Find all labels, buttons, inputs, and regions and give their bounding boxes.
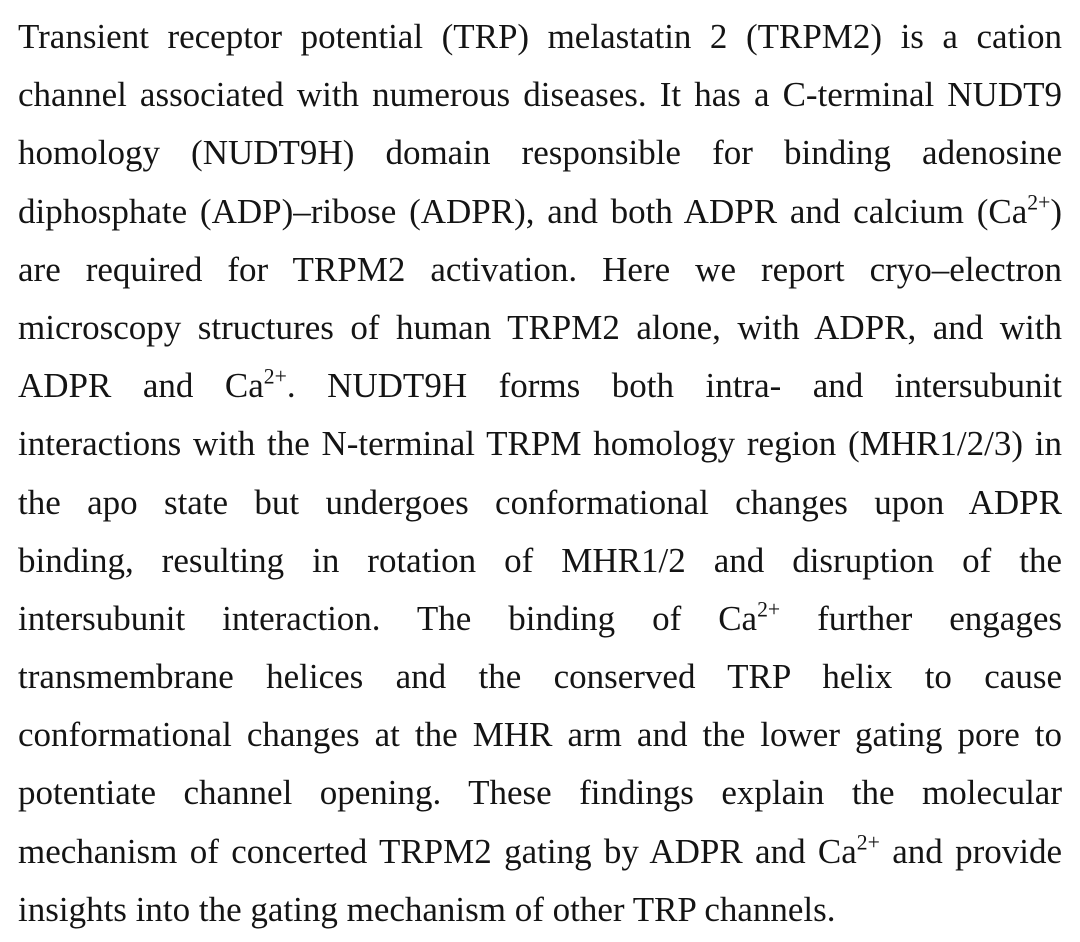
abstract-line — [18, 124, 1062, 182]
text-run: further engages — [780, 598, 1062, 638]
text-run: microscopy structures of human TRPM2 alone, with ADPR, and with — [18, 307, 1062, 347]
abstract-line — [18, 241, 1062, 299]
abstract-line — [18, 706, 1062, 764]
superscript-charge: 2+ — [263, 364, 287, 389]
text-run: intersubunit interaction. The binding of Ca — [18, 598, 758, 638]
text-run: the apo state but undergoes conformational changes upon ADPR — [18, 482, 1062, 522]
abstract-line — [18, 823, 1062, 881]
text-run: diphosphate (ADP)–ribose (ADPR), and both ADPR and calcium (Ca — [18, 191, 1028, 231]
text-run: conformational changes at the MHR arm and the lower gating pore to — [18, 715, 1062, 755]
superscript-charge: 2+ — [856, 830, 880, 855]
abstract-line — [18, 532, 1062, 590]
abstract-line — [18, 183, 1062, 241]
abstract-line — [18, 764, 1062, 822]
text-run: interactions with the N-terminal TRPM homology region (MHR1/2/3) in — [18, 424, 1062, 464]
text-run: Transient receptor potential (TRP) melastatin 2 (TRPM2) is a cation — [18, 17, 1062, 56]
text-run: binding, resulting in rotation of MHR1/2 and disruption of the — [18, 540, 1062, 580]
abstract-line — [18, 66, 1062, 124]
text-run: homology (NUDT9H) domain responsible for binding adenosine — [18, 133, 1062, 173]
abstract-line — [18, 648, 1062, 706]
abstract-line — [18, 357, 1062, 415]
text-run: insights into the gating mechanism of other TRP channels. — [18, 889, 836, 929]
text-run: channel associated with numerous diseases. It has a C-terminal NUDT9 — [18, 75, 1062, 115]
superscript-charge: 2+ — [757, 597, 781, 622]
abstract-line — [18, 8, 1062, 66]
text-run: ) — [1050, 191, 1062, 231]
text-run: potentiate channel opening. These findings explain the molecular — [18, 773, 1062, 813]
text-run: . NUDT9H forms both intra- and intersubunit — [286, 366, 1062, 406]
abstract-line — [18, 590, 1062, 648]
abstract-line — [18, 474, 1062, 532]
text-run: and provide — [879, 831, 1063, 871]
abstract-line — [18, 881, 1062, 939]
abstract-line — [18, 415, 1062, 473]
text-run: ADPR and Ca — [18, 366, 264, 406]
abstract-line — [18, 299, 1062, 357]
text-run: transmembrane helices and the conserved TRP helix to cause — [18, 657, 1062, 697]
text-run: are required for TRPM2 activation. Here we report cryo–electron — [18, 249, 1062, 289]
text-run: mechanism of concerted TRPM2 gating by ADPR and Ca — [18, 831, 857, 871]
superscript-charge: 2+ — [1027, 190, 1051, 215]
abstract-paragraph — [18, 8, 1062, 939]
